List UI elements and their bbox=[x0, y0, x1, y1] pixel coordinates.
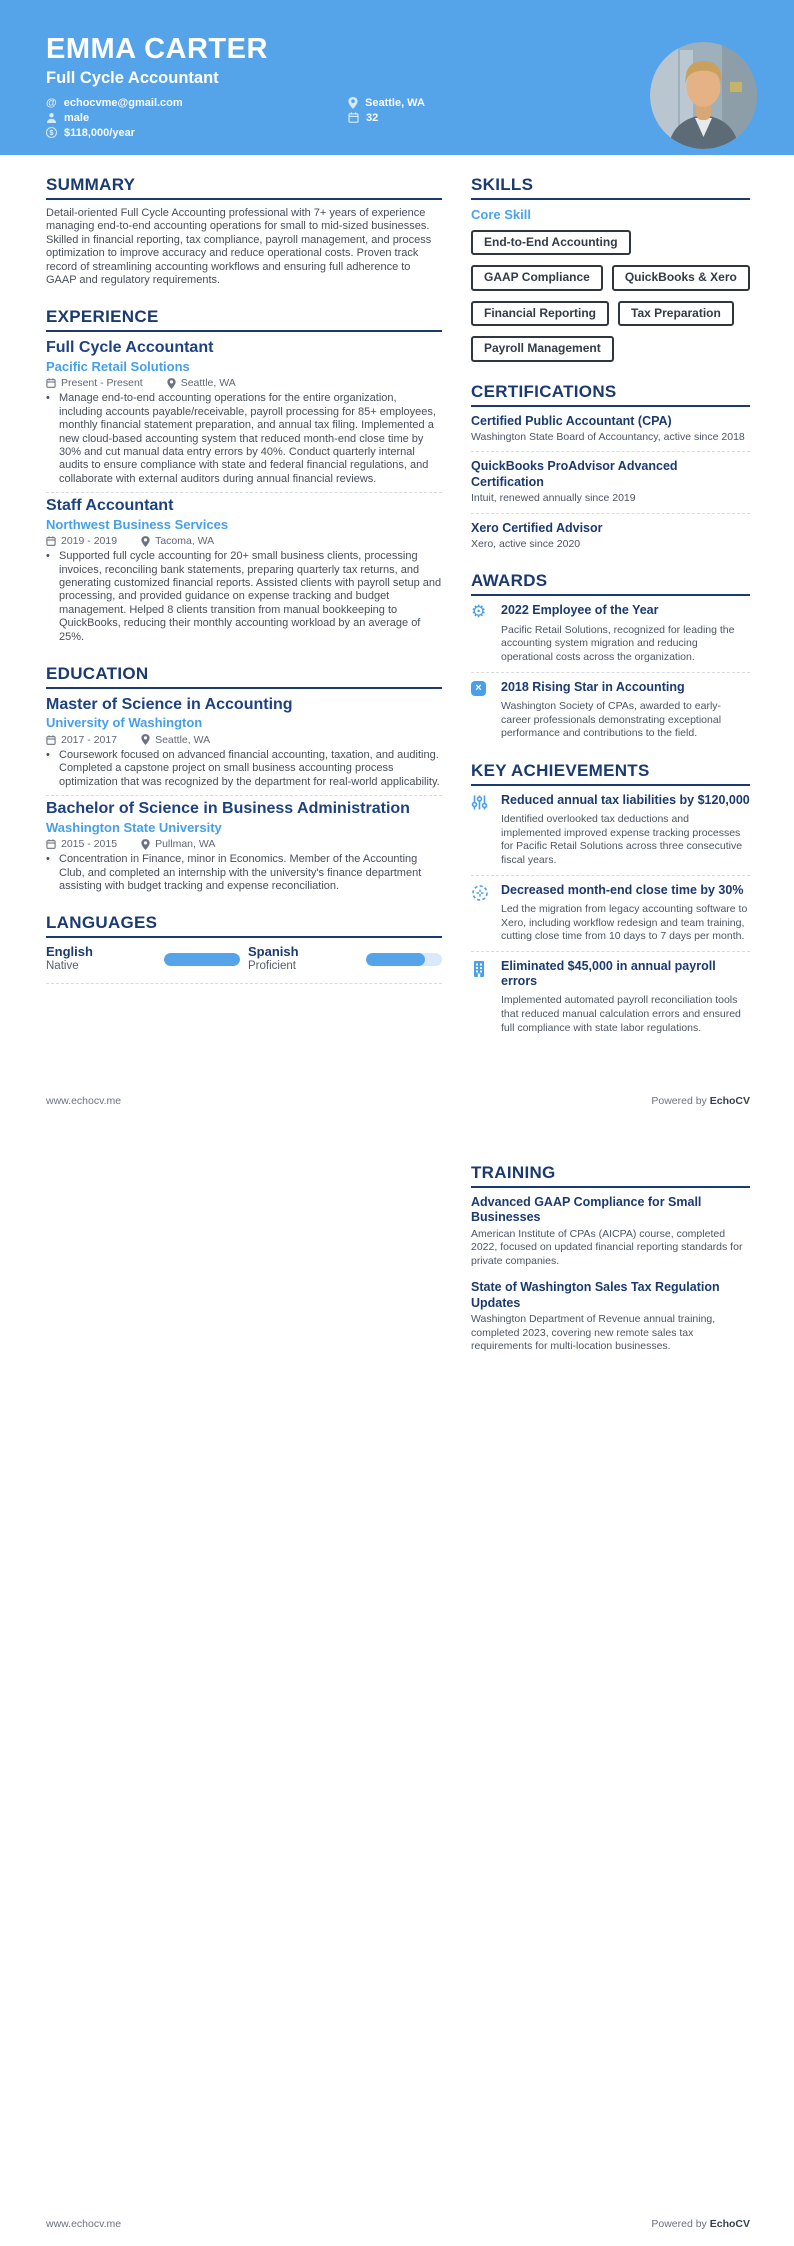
degree: Master of Science in Accounting bbox=[46, 696, 293, 713]
right-column bbox=[471, 1163, 750, 2208]
certification-item bbox=[471, 521, 750, 552]
achievement-detail: Identified overlooked tax deductions and implemented improved expense tracking processes for Pacific Retail Solutions across three consecutive fiscal years. bbox=[501, 813, 743, 866]
job-title: Staff Accountant bbox=[46, 497, 174, 515]
certifications-section bbox=[471, 382, 750, 552]
x-badge-icon: × bbox=[471, 680, 501, 741]
footer-site-link[interactable]: www.echocv.me bbox=[46, 2218, 122, 2230]
language-proficiency-bar bbox=[164, 953, 240, 966]
location-text: Seattle, WA bbox=[365, 96, 425, 109]
divider bbox=[471, 951, 750, 952]
achievement-title: Reduced annual tax liabilities by $120,000 bbox=[501, 792, 750, 807]
left-column bbox=[46, 175, 442, 1085]
sliders-icon bbox=[471, 793, 501, 868]
achievement-item bbox=[471, 883, 750, 944]
summary-heading: SUMMARY bbox=[46, 175, 442, 200]
certification-detail: Xero, active since 2020 bbox=[471, 537, 581, 550]
profile-photo bbox=[650, 42, 757, 149]
calendar-icon bbox=[46, 839, 56, 849]
dates: 2019 - 2019 bbox=[46, 535, 117, 547]
contact-salary bbox=[46, 126, 348, 140]
footer-site-link[interactable]: www.echocv.me bbox=[46, 1095, 122, 1107]
language-name: Spanish bbox=[248, 944, 299, 960]
left-column bbox=[46, 1163, 442, 2208]
person-job-title: Full Cycle Accountant bbox=[46, 68, 219, 87]
location-pin-icon bbox=[141, 839, 150, 850]
language-item bbox=[248, 945, 442, 974]
gear-icon: ⚙ bbox=[471, 602, 487, 623]
award-title: 2022 Employee of the Year bbox=[501, 603, 659, 618]
award-item bbox=[471, 680, 750, 741]
at-icon: @ bbox=[46, 96, 57, 109]
skill-chip: Payroll Management bbox=[471, 336, 614, 361]
page-2 bbox=[0, 1123, 794, 2246]
divider bbox=[471, 451, 750, 452]
divider bbox=[471, 513, 750, 514]
skills-heading: SKILLS bbox=[471, 175, 750, 200]
languages-heading: LANGUAGES bbox=[46, 913, 442, 938]
achievement-title: Decreased month-end close time by 30% bbox=[501, 882, 744, 897]
education-heading: EDUCATION bbox=[46, 664, 442, 689]
training-detail: Washington Department of Revenue annual training, completed 2023, covering new remote sales tax requirements for multi-location businesses. bbox=[471, 1312, 716, 1353]
training-section bbox=[471, 1163, 750, 1354]
degree: Bachelor of Science in Business Administration bbox=[46, 800, 410, 818]
skills-section bbox=[471, 175, 750, 362]
award-title: 2018 Rising Star in Accounting bbox=[501, 679, 685, 694]
education-description: • Concentration in Finance, minor in Economics. Member of the Accounting Club, and completed an internship with the university's finance department assisting with budget tracking and expense reconciliation. bbox=[46, 853, 422, 892]
location-pin-icon bbox=[348, 97, 358, 109]
bullet-dot: • bbox=[46, 748, 50, 761]
bullet-dot: • bbox=[46, 853, 50, 866]
education-item bbox=[46, 800, 442, 893]
person-name: EMMA CARTER bbox=[46, 33, 268, 65]
job-description: • Manage end-to-end accounting operations for the entire organization, including accounts payable/receivable, payroll processing for 85+ employees, monthly financial statement preparation, and annual tax filing. Implemented a new cloud-based accounting system that reduced month-end close time by 30% and cut manual data entry errors by 40%. Conduct quarterly internal audits to ensure compliance with state and federal financial regulations, and collaborate with external auditors during annual financial reviews. bbox=[46, 392, 436, 485]
page-footer bbox=[0, 2208, 794, 2246]
salary-text: $118,000/year bbox=[64, 126, 135, 139]
skill-chip: End-to-End Accounting bbox=[471, 230, 631, 255]
languages-section bbox=[46, 913, 442, 984]
dashed-circle-icon bbox=[471, 883, 501, 944]
calendar-icon bbox=[46, 378, 56, 388]
certification-item bbox=[471, 459, 750, 505]
training-item bbox=[471, 1195, 750, 1268]
skill-chip: QuickBooks & Xero bbox=[612, 265, 750, 290]
award-detail: Pacific Retail Solutions, recognized for leading the accounting system migration and reducing operational costs across the organization. bbox=[501, 623, 735, 664]
achievement-detail: Led the migration from legacy accounting software to Xero, including workflow redesign and team training, cutting close time from 10 days to 7 days per month. bbox=[501, 902, 748, 943]
job-description: • Supported full cycle accounting for 20+ small business clients, processing invoices, reconciling bank statements, preparing quarterly tax returns, and generating customized financial reports. Assisted clients with payroll setup and processing, and provided guidance on expense tracking and budget management. Helped 8 clients transition from manual bookkeeping to QuickBooks, reducing their monthly accounting workload by an average of 25%. bbox=[46, 550, 442, 643]
location-pin-icon bbox=[141, 536, 150, 547]
certification-detail: Intuit, renewed annually since 2019 bbox=[471, 491, 636, 504]
language-proficiency-bar bbox=[366, 953, 442, 966]
certification-title: Xero Certified Advisor bbox=[471, 520, 603, 535]
awards-heading: AWARDS bbox=[471, 571, 750, 596]
content-columns bbox=[0, 155, 794, 1085]
calendar-icon bbox=[46, 735, 56, 745]
person-icon bbox=[46, 112, 57, 123]
job-location: Seattle, WA bbox=[167, 377, 236, 389]
skills-group-label: Core Skill bbox=[471, 207, 531, 222]
achievement-item bbox=[471, 793, 750, 868]
experience-section bbox=[46, 307, 442, 644]
location-pin-icon bbox=[167, 378, 176, 389]
language-item bbox=[46, 945, 248, 974]
location-pin-icon bbox=[141, 734, 150, 745]
contact-gender bbox=[46, 111, 348, 125]
divider bbox=[46, 795, 442, 796]
language-level: Proficient bbox=[248, 960, 296, 973]
building-icon bbox=[471, 959, 501, 1035]
dates: 2017 - 2017 bbox=[46, 734, 117, 746]
contact-info bbox=[46, 96, 750, 140]
training-title: State of Washington Sales Tax Regulation Updates bbox=[471, 1280, 720, 1310]
dollar-icon: $ bbox=[46, 127, 57, 138]
summary-text: Detail-oriented Full Cycle Accounting professional with 7+ years of experience managing end-to-end accounting operations for small to mid-sized businesses. Skilled in financial reporting, tax compliance, payroll management, and process optimization to improve accuracy and reduce operational costs. Proven track record of streamlining accounting workflows and ensuring full adherence to GAAP and regulatory requirements. bbox=[46, 207, 432, 287]
dates: Present - Present bbox=[46, 377, 143, 389]
award-detail: Washington Society of CPAs, awarded to early-career professionals demonstrating exceptional performance and contributions to the field. bbox=[501, 699, 722, 740]
calendar-icon bbox=[46, 536, 56, 546]
footer-powered-by: Powered by EchoCV bbox=[651, 2218, 750, 2230]
skill-chip: GAAP Compliance bbox=[471, 265, 603, 290]
summary-section bbox=[46, 175, 442, 287]
right-column bbox=[471, 175, 750, 1085]
email-text[interactable]: echocvme@gmail.com bbox=[63, 96, 183, 109]
skill-chip: Financial Reporting bbox=[471, 301, 609, 326]
certification-detail: Washington State Board of Accountancy, active since 2018 bbox=[471, 430, 745, 443]
training-item bbox=[471, 1280, 750, 1353]
bullet-dot: • bbox=[46, 550, 50, 563]
education-section bbox=[46, 664, 442, 893]
footer-brand-link[interactable]: EchoCV bbox=[709, 1095, 750, 1107]
language-level: Native bbox=[46, 960, 79, 973]
achievement-item bbox=[471, 959, 750, 1035]
company-name: Northwest Business Services bbox=[46, 516, 229, 532]
divider bbox=[46, 492, 442, 493]
content-columns bbox=[0, 1123, 794, 2208]
dates: 2015 - 2015 bbox=[46, 838, 117, 850]
key-achievements-heading: KEY ACHIEVEMENTS bbox=[471, 761, 750, 786]
school-name: Washington State University bbox=[46, 819, 222, 835]
contact-email[interactable] bbox=[46, 96, 348, 110]
page-footer bbox=[0, 1085, 794, 1123]
awards-section bbox=[471, 571, 750, 740]
school-location: Seattle, WA bbox=[141, 734, 210, 746]
achievement-title: Eliminated $45,000 in annual payroll errors bbox=[501, 958, 716, 989]
age-text: 32 bbox=[366, 111, 379, 124]
job-location: Tacoma, WA bbox=[141, 535, 214, 547]
footer-brand-link[interactable]: EchoCV bbox=[709, 2218, 750, 2230]
education-description: • Coursework focused on advanced financial accounting, taxation, and auditing. Completed a capstone project on small business accounting process optimization that was recognized by the department for real-world applicability. bbox=[46, 748, 440, 788]
certification-title: QuickBooks ProAdvisor Advanced Certification bbox=[471, 459, 678, 489]
header bbox=[0, 0, 794, 155]
experience-heading: EXPERIENCE bbox=[46, 307, 442, 332]
job-title: Full Cycle Accountant bbox=[46, 339, 214, 357]
company-name: Pacific Retail Solutions bbox=[46, 358, 190, 374]
certification-item bbox=[471, 414, 750, 445]
skill-chip: Tax Preparation bbox=[618, 301, 734, 326]
certifications-heading: CERTIFICATIONS bbox=[471, 382, 750, 407]
languages-row bbox=[46, 945, 442, 974]
bullet-dot: • bbox=[46, 392, 50, 405]
training-title: Advanced GAAP Compliance for Small Businesses bbox=[471, 1195, 702, 1225]
award-item bbox=[471, 603, 750, 664]
footer-powered-by: Powered by EchoCV bbox=[651, 1095, 750, 1107]
skill-chips bbox=[471, 230, 750, 362]
gender-text: male bbox=[64, 111, 90, 124]
divider bbox=[471, 875, 750, 876]
school-name: University of Washington bbox=[46, 715, 203, 731]
divider bbox=[46, 983, 442, 984]
experience-item bbox=[46, 497, 442, 644]
education-item bbox=[46, 696, 442, 789]
calendar-icon bbox=[348, 112, 359, 123]
certification-title: Certified Public Accountant (CPA) bbox=[471, 413, 672, 428]
language-name: English bbox=[46, 944, 93, 960]
key-achievements-section bbox=[471, 761, 750, 1035]
training-heading: TRAINING bbox=[471, 1163, 750, 1188]
divider bbox=[471, 672, 750, 673]
school-location: Pullman, WA bbox=[141, 838, 215, 850]
experience-item bbox=[46, 339, 442, 486]
training-detail: American Institute of CPAs (AICPA) course, completed 2022, focused on updated financial reporting standards for private companies. bbox=[471, 1227, 743, 1267]
achievement-detail: Implemented automated payroll reconciliation tools that reduced manual calculation errors and ensured full compliance with state labor regulations. bbox=[501, 994, 741, 1034]
